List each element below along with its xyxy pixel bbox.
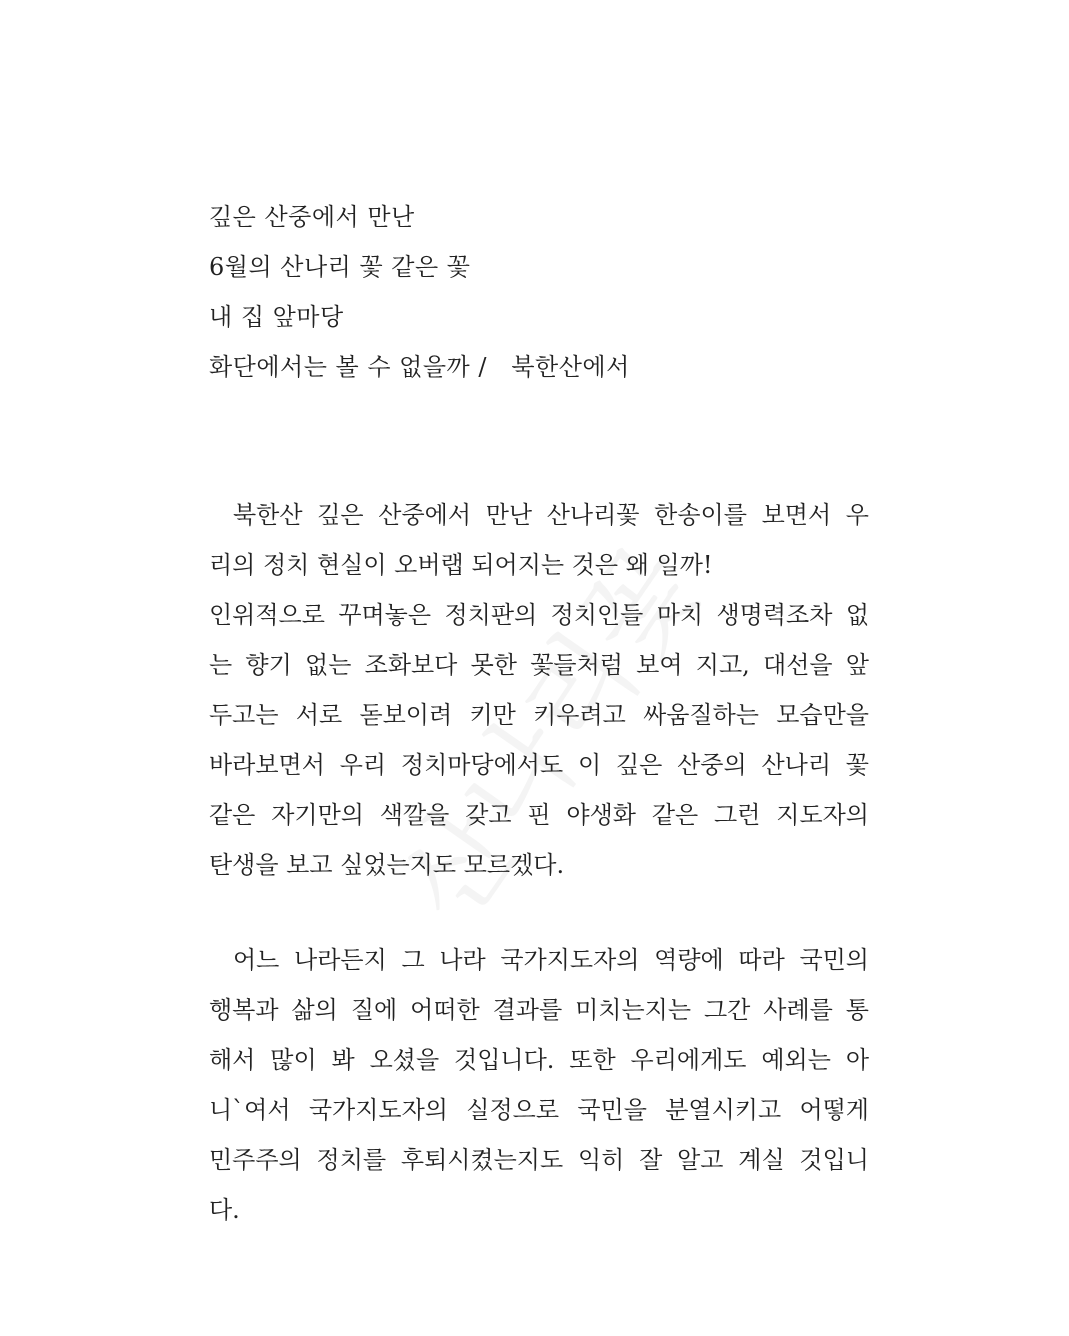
paragraph-line: 행복과 삶의 질에 어떠한 결과를 미치는지는 그간 사례를 통 (209, 996, 869, 1024)
paragraph-line: 는 향기 없는 조화보다 못한 꽃들처럼 보여 지고, 대선을 앞 (209, 651, 869, 679)
poem-line: 6월의 산나리 꽃 같은 꽃 (209, 253, 471, 281)
paragraph-line: 두고는 서로 돋보이려 키만 키우려고 싸움질하는 모습만을 (209, 701, 869, 729)
paragraph-line: 바라보면서 우리 정치마당에서도 이 깊은 산중의 산나리 꽃 (209, 751, 869, 779)
paragraph-line: 민주주의 정치를 후퇴시켰는지도 익히 잘 알고 계실 것입니 (209, 1146, 869, 1174)
poem-line: 내 집 앞마당 (209, 303, 344, 331)
poem-line: 깊은 산중에서 만난 (209, 203, 415, 231)
poem-line: 화단에서는 볼 수 없을까 / 북한산에서 (209, 353, 630, 381)
paragraph-line: 북한산 깊은 산중에서 만난 산나리꽃 한송이를 보면서 우 (233, 501, 869, 529)
paragraph-line: 인위적으로 꾸며놓은 정치판의 정치인들 마치 생명력조차 없 (209, 601, 869, 629)
paragraph-line: 해서 많이 봐 오셨을 것입니다. 또한 우리에게도 예외는 아 (209, 1046, 869, 1074)
paragraph-1 (209, 490, 869, 890)
paragraph-line: 리의 정치 현실이 오버랩 되어지는 것은 왜 일까! (209, 551, 713, 579)
paragraph-line: 같은 자기만의 색깔을 갖고 핀 야생화 같은 그런 지도자의 (209, 801, 869, 829)
poem-block (209, 192, 869, 392)
paragraph-2 (209, 935, 869, 1235)
paragraph-line: 탄생을 보고 싶었는지도 모르겠다. (209, 851, 565, 879)
paragraph-line: 다. (209, 1196, 240, 1224)
paragraph-line: 니`여서 국가지도자의 실정으로 국민을 분열시키고 어떻게 (209, 1096, 869, 1124)
paragraph-line: 어느 나라든지 그 나라 국가지도자의 역량에 따라 국민의 (233, 946, 869, 974)
